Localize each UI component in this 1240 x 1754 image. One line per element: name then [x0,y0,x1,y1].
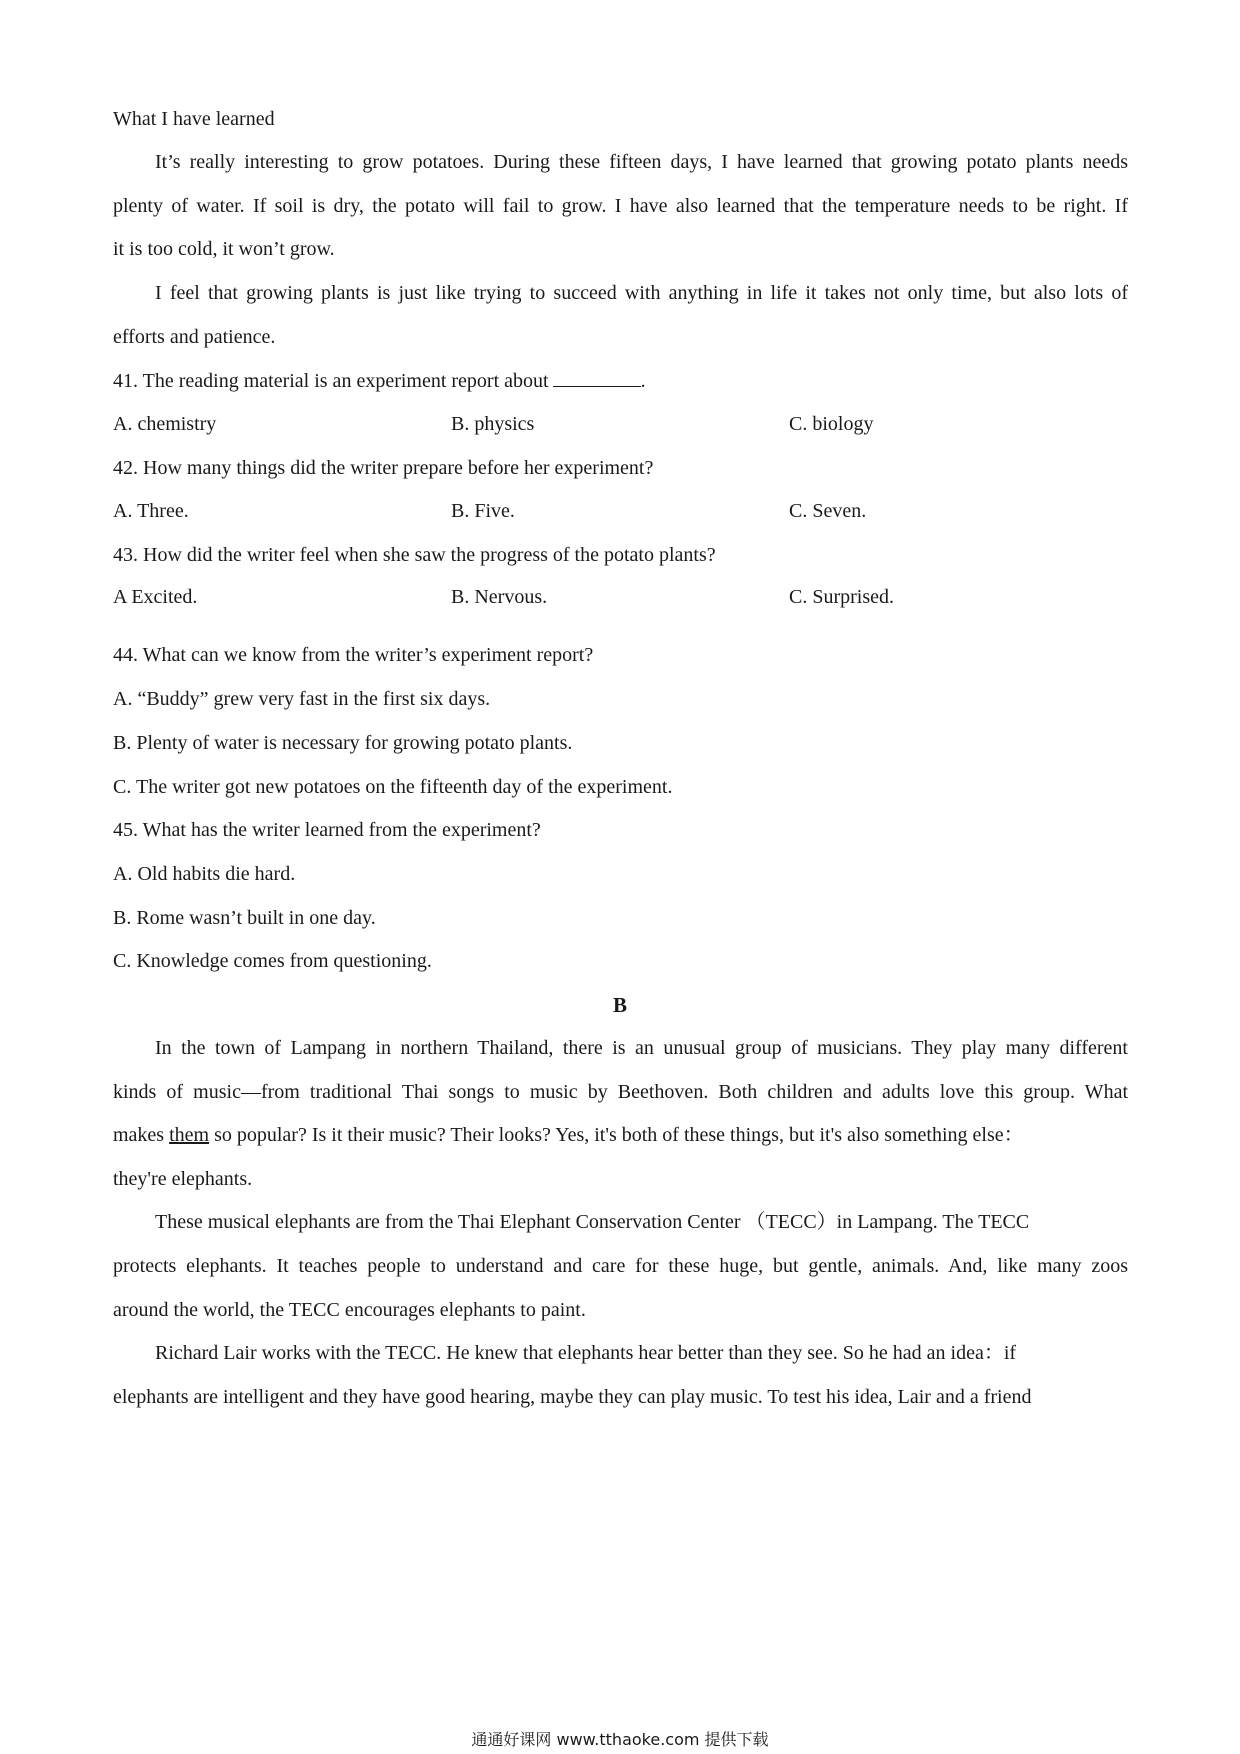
text-span: so popular? Is it their music? Their looks? Yes, it's both of these things, but it's also something else： [209,1124,1024,1146]
paragraph-line: plenty of water. If soil is dry, the potato will fail to grow. I have also learned that the temperature needs to be right. If [113,195,1128,217]
paragraph-line: In the town of Lampang in northern Thailand, there is an unusual group of musicians. They play many different [155,1037,1128,1059]
option-c: C. Seven. [789,500,867,522]
option-c: C. The writer got new potatoes on the fifteenth day of the experiment. [113,776,673,798]
paragraph-line: Richard Lair works with the TECC. He knew that elephants hear better than they see. So he had an idea：if [155,1342,1017,1364]
question-stem-end: . [640,370,646,392]
paragraph-line: they're elephants. [113,1168,253,1190]
answer-blank [553,368,641,387]
option-c: C. Surprised. [789,586,894,608]
option-b: B. Rome wasn’t built in one day. [113,907,376,929]
question-41 [113,368,646,393]
section-heading-what-i-have-learned: What I have learned [113,108,275,130]
option-c: C. Knowledge comes from questioning. [113,950,432,972]
option-c: C. biology [789,413,874,435]
text-span: makes [113,1124,170,1146]
question-42: 42. How many things did the writer prepare before her experiment? [113,457,654,479]
paragraph-line: it is too cold, it won’t grow. [113,238,335,260]
paragraph-line: kinds of music—from traditional Thai songs to music by Beethoven. Both children and adults love this group. What [113,1081,1128,1103]
paragraph-line: efforts and patience. [113,326,276,348]
question-43: 43. How did the writer feel when she saw the progress of the potato plants? [113,544,716,566]
page-footer: 通通好课网 www.tthaoke.com 提供下载 [471,1730,769,1749]
question-44: 44. What can we know from the writer’s experiment report? [113,644,594,666]
option-b: B. Five. [451,500,515,522]
option-a: A. “Buddy” grew very fast in the first six days. [113,688,491,710]
paragraph-line: These musical elephants are from the Thai Elephant Conservation Center （TECC）in Lampang. The TECC [155,1211,1030,1233]
option-b: B. Nervous. [451,586,548,608]
underlined-word: them [169,1124,210,1146]
option-b: B. Plenty of water is necessary for growing potato plants. [113,732,573,754]
paragraph-line: elephants are intelligent and they have good hearing, maybe they can play music. To test his idea, Lair and a friend [113,1386,1032,1408]
paragraph-line [113,1123,1024,1147]
question-45: 45. What has the writer learned from the experiment? [113,819,541,841]
option-a: A Excited. [113,586,198,608]
paragraph-line: protects elephants. It teaches people to understand and care for these huge, but gentle, animals. And, like many zoos [113,1255,1128,1277]
option-a: A. Three. [113,500,189,522]
paragraph-line: I feel that growing plants is just like trying to succeed with anything in life it takes not only time, but also lots of [155,282,1128,304]
option-b: B. physics [451,413,535,435]
paragraph-line: It’s really interesting to grow potatoes. During these fifteen days, I have learned that growing potato plants needs [155,151,1128,173]
section-b-heading: B [612,993,627,1017]
question-stem: 41. The reading material is an experiment report about [113,370,549,392]
paragraph-line: around the world, the TECC encourages elephants to paint. [113,1299,586,1321]
option-a: A. Old habits die hard. [113,863,296,885]
option-a: A. chemistry [113,413,217,435]
